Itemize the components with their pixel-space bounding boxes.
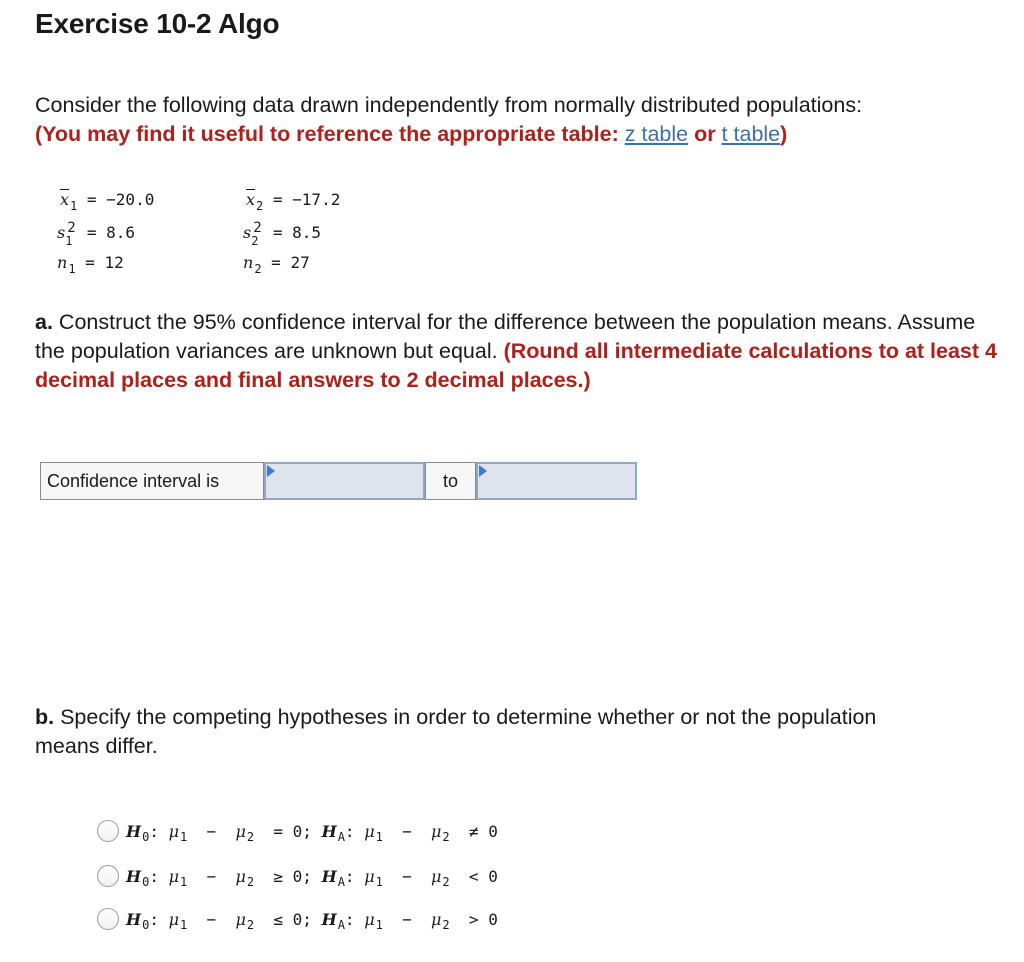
t-table-link[interactable]: t table: [721, 122, 781, 146]
x2-bar-symbol: $\overline{x}$: [246, 190, 256, 209]
colon: :: [149, 866, 159, 886]
minus: −: [402, 821, 412, 841]
hypothesis-option-1[interactable]: [97, 818, 498, 844]
z-table-link[interactable]: z table: [624, 122, 689, 146]
ha-symbol: H: [321, 866, 337, 886]
h0-relation: ≥: [273, 866, 283, 886]
mu-symbol: μ: [431, 821, 442, 841]
mu2-subscript: 2: [246, 874, 255, 889]
ha-relation: <: [468, 866, 479, 886]
part-a-question: [35, 308, 1010, 395]
ha-subscript: A: [337, 874, 345, 889]
colon: :: [149, 821, 159, 841]
mu-symbol: μ: [431, 866, 442, 886]
mu1-subscript: 1: [375, 829, 383, 844]
mu2-subscript: 2: [442, 829, 450, 844]
page-title: Exercise 10-2 Algo: [35, 8, 280, 39]
table-ref-prefix: (You may find it useful to reference the appropriate table:: [35, 122, 625, 146]
mu1-subscript: 1: [180, 874, 188, 889]
hypothesis-text-3: [126, 909, 498, 932]
mu-symbol: μ: [168, 866, 180, 886]
h0-subscript: 0: [142, 874, 150, 889]
ci-upper-input[interactable]: [476, 462, 637, 500]
h0-relation: =: [273, 821, 283, 841]
ha-symbol: H: [321, 909, 337, 929]
h0-subscript: 0: [142, 829, 150, 844]
mu2-subscript: 2: [442, 917, 450, 932]
n1-subscript: 1: [68, 262, 76, 276]
n1-value: = 12: [75, 253, 124, 272]
confidence-interval-row: [40, 462, 637, 500]
mu-symbol: μ: [235, 909, 246, 929]
s1-superscript: 2: [67, 220, 76, 236]
table-ref-suffix: ): [780, 122, 788, 146]
s1-value: = 8.6: [77, 223, 136, 242]
mu1-subscript: 1: [180, 917, 188, 932]
x1-value: = −20.0: [77, 190, 155, 209]
mu-symbol: μ: [168, 821, 180, 841]
part-a-rounding-instruction: (Round all intermediate calculations to at least 4 decimal places and final answers to 2 decimal places.): [35, 339, 997, 392]
intro-line: Consider the following data drawn independently from normally distributed populations:: [35, 93, 863, 117]
ha-subscript: A: [337, 829, 345, 844]
ha-relation: ≠: [468, 821, 479, 841]
mu-symbol: μ: [168, 909, 180, 929]
n2-subscript: 2: [254, 262, 262, 276]
colon: :: [344, 821, 355, 841]
mu2-subscript: 2: [442, 874, 450, 889]
x1-subscript: 1: [70, 199, 78, 213]
n1-line: [57, 253, 124, 274]
mu-symbol: μ: [431, 909, 442, 929]
mu1-subscript: 1: [180, 829, 188, 844]
h0-symbol: H: [126, 909, 142, 929]
minus: −: [206, 909, 217, 929]
mu1-subscript: 1: [375, 874, 383, 889]
zero: 0: [292, 821, 303, 841]
s1-squared-line: [57, 220, 136, 248]
part-b-label: b.: [35, 705, 55, 729]
x1-bar-line: [60, 190, 154, 211]
s2-subscript: 2: [251, 234, 259, 248]
hypothesis-text-2: [126, 866, 498, 889]
hypothesis-radio-2[interactable]: [97, 865, 119, 887]
n2-symbol: n: [243, 253, 254, 272]
h0-relation: ≤: [273, 909, 283, 929]
colon: :: [344, 909, 355, 929]
s1-subscript: 1: [65, 234, 73, 248]
zero: 0: [292, 909, 303, 929]
x1-bar-symbol: $\overline{x}$: [60, 190, 70, 209]
n2-value: = 27: [261, 253, 310, 272]
mu-symbol: μ: [364, 821, 375, 841]
mu-symbol: μ: [235, 821, 246, 841]
h0-subscript: 0: [142, 917, 150, 932]
s2-squared-line: [243, 220, 322, 248]
hypothesis-option-2[interactable]: [97, 863, 498, 889]
mu2-subscript: 2: [246, 829, 255, 844]
zero: 0: [292, 866, 303, 886]
semicolon: ;: [302, 821, 312, 841]
minus: −: [402, 866, 412, 886]
colon: :: [149, 909, 159, 929]
s2-symbol: s: [243, 223, 252, 242]
hypothesis-text-1: [126, 821, 498, 844]
mu2-subscript: 2: [246, 917, 255, 932]
mu-symbol: μ: [364, 866, 375, 886]
minus: −: [206, 821, 217, 841]
semicolon: ;: [302, 866, 312, 886]
ci-lower-input[interactable]: [264, 462, 425, 500]
zero: 0: [488, 866, 498, 886]
hypothesis-option-3[interactable]: [97, 906, 498, 932]
n2-line: [243, 253, 310, 274]
h0-symbol: H: [126, 866, 142, 886]
hypothesis-radio-3[interactable]: [97, 908, 119, 930]
x2-subscript: 2: [256, 199, 264, 213]
minus: −: [206, 866, 217, 886]
minus: −: [402, 909, 412, 929]
colon: :: [344, 866, 355, 886]
table-reference: [35, 120, 862, 149]
confidence-interval-label: Confidence interval is: [40, 462, 264, 500]
part-a-label: a.: [35, 310, 53, 334]
mu1-subscript: 1: [375, 917, 383, 932]
hypothesis-radio-1[interactable]: [97, 820, 119, 842]
s2-superscript: 2: [253, 220, 262, 236]
ha-symbol: H: [321, 821, 337, 841]
zero: 0: [488, 821, 498, 841]
x2-value: = −17.2: [263, 190, 341, 209]
part-a-text: Construct the 95% confidence interval for the difference between the population means. Assume the population variances are unknown but equal.: [35, 310, 976, 363]
ci-to-label: to: [425, 462, 476, 500]
or-text: or: [688, 122, 722, 146]
intro: [35, 91, 862, 149]
semicolon: ;: [302, 909, 312, 929]
n1-symbol: n: [57, 253, 68, 272]
mu-symbol: μ: [235, 866, 246, 886]
mu-symbol: μ: [364, 909, 375, 929]
s1-symbol: s: [57, 223, 66, 242]
s2-value: = 8.5: [263, 223, 322, 242]
ha-relation: >: [468, 909, 479, 929]
part-b-text: Specify the competing hypotheses in order to determine whether or not the population means differ.: [35, 705, 877, 758]
part-b-question: [35, 703, 935, 761]
x2-bar-line: [246, 190, 340, 211]
h0-symbol: H: [126, 821, 142, 841]
ha-subscript: A: [337, 917, 345, 932]
zero: 0: [488, 909, 498, 929]
